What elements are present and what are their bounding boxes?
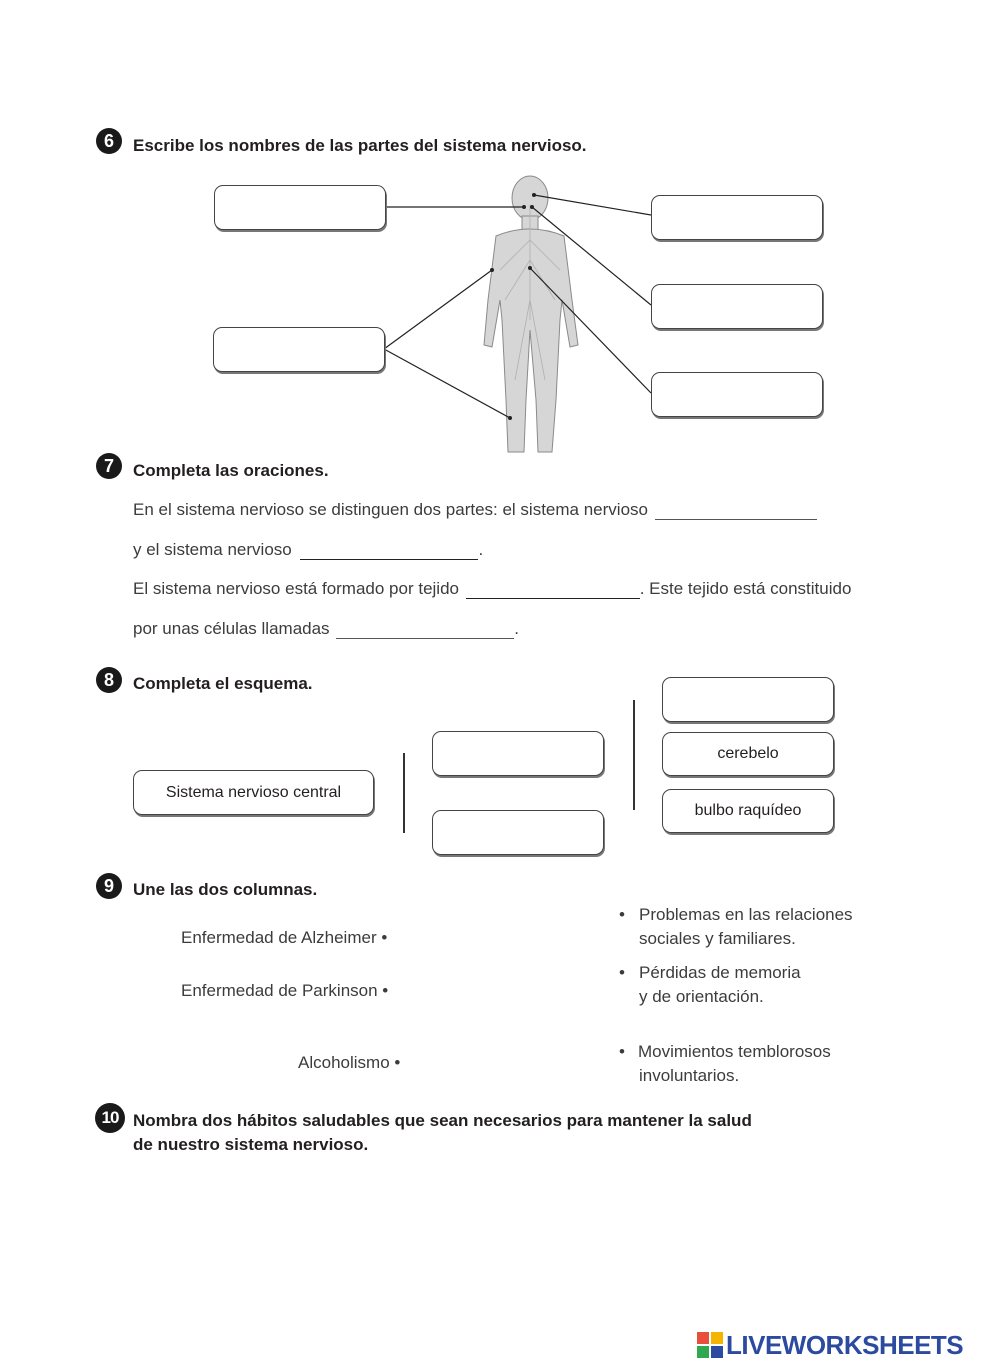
left-item-alcoholism[interactable]: Alcoholismo • — [298, 1053, 401, 1072]
right-item-tremors[interactable] — [619, 1040, 831, 1085]
sentence-line-1 — [133, 500, 817, 520]
exercise-9-title: Une las dos columnas. — [133, 880, 318, 899]
sentence-2-end: . — [478, 540, 484, 559]
exercise-6-number: 6 — [96, 128, 122, 154]
right-item-relations-line2: sociales y familiares. — [639, 929, 796, 948]
blank-4[interactable] — [336, 620, 514, 639]
bullet: • — [619, 1042, 625, 1061]
exercise-10-title — [133, 1109, 752, 1157]
scheme-answer-box-cerebrum[interactable] — [662, 677, 834, 722]
right-item-memory[interactable] — [619, 961, 801, 1006]
blank-1[interactable] — [655, 501, 817, 520]
exercise-6-title: Escribe los nombres de las partes del sistema nervioso. — [133, 136, 587, 155]
bullet: • — [619, 963, 625, 982]
sentence-4-text: por unas células llamadas — [133, 619, 330, 638]
exercise-9-number: 9 — [96, 873, 122, 899]
sentence-3-after: . Este tejido está constituido — [639, 579, 852, 598]
liveworksheets-logo-icon — [697, 1332, 723, 1358]
exercise-7-number: 7 — [96, 453, 122, 479]
blank-2[interactable] — [300, 541, 478, 560]
scheme-root-box: Sistema nervioso central — [133, 770, 374, 815]
answer-box-spinal-cord[interactable] — [651, 372, 823, 417]
exercise-7-title: Completa las oraciones. — [133, 461, 329, 480]
scheme-answer-box-spinal-cord[interactable] — [432, 810, 604, 855]
scheme-bracket-1 — [403, 753, 405, 833]
sentence-line-3 — [133, 579, 851, 599]
bullet: • — [619, 905, 625, 924]
answer-box-nerves[interactable] — [213, 327, 385, 372]
sentence-1-text: En el sistema nervioso se distinguen dos partes: el sistema nervioso — [133, 500, 648, 519]
scheme-box-medulla: bulbo raquídeo — [662, 789, 834, 833]
left-item-parkinson[interactable]: Enfermedad de Parkinson • — [181, 981, 389, 1000]
right-item-tremors-line1: Movimientos temblorosos — [638, 1042, 831, 1061]
answer-box-cerebellum[interactable] — [651, 195, 823, 240]
sentence-line-2 — [133, 540, 483, 560]
exercise-10-title-line1: Nombra dos hábitos saludables que sean necesarios para mantener la salud — [133, 1111, 752, 1130]
right-item-relations[interactable] — [619, 903, 853, 948]
human-body-figure — [484, 176, 578, 452]
left-item-alzheimer[interactable]: Enfermedad de Alzheimer • — [181, 928, 388, 947]
exercise-10-number: 10 — [95, 1103, 125, 1133]
right-item-tremors-line2: involuntarios. — [639, 1066, 740, 1085]
answer-box-brain[interactable] — [214, 185, 386, 230]
exercise-10-title-line2: de nuestro sistema nervioso. — [133, 1135, 369, 1154]
sentence-line-4 — [133, 619, 519, 639]
right-item-memory-line1: Pérdidas de memoria — [639, 963, 801, 982]
nervous-system-diagram — [0, 0, 1000, 470]
answer-box-medulla[interactable] — [651, 284, 823, 329]
scheme-box-cerebellum: cerebelo — [662, 732, 834, 776]
scheme-bracket-2 — [633, 700, 635, 810]
right-item-memory-line2: y de orientación. — [639, 987, 764, 1006]
sentence-2-text: y el sistema nervioso — [133, 540, 292, 559]
brand-logo — [697, 1330, 963, 1360]
sentence-4-end: . — [514, 619, 520, 638]
scheme-answer-box-brain[interactable] — [432, 731, 604, 776]
exercise-8-title: Completa el esquema. — [133, 674, 313, 693]
brand-name: LIVEWORKSHEETS — [726, 1329, 964, 1360]
blank-3[interactable] — [466, 580, 640, 599]
exercise-8-number: 8 — [96, 667, 122, 693]
right-item-relations-line1: Problemas en las relaciones — [639, 905, 853, 924]
sentence-3-text: El sistema nervioso está formado por tejido — [133, 579, 459, 598]
